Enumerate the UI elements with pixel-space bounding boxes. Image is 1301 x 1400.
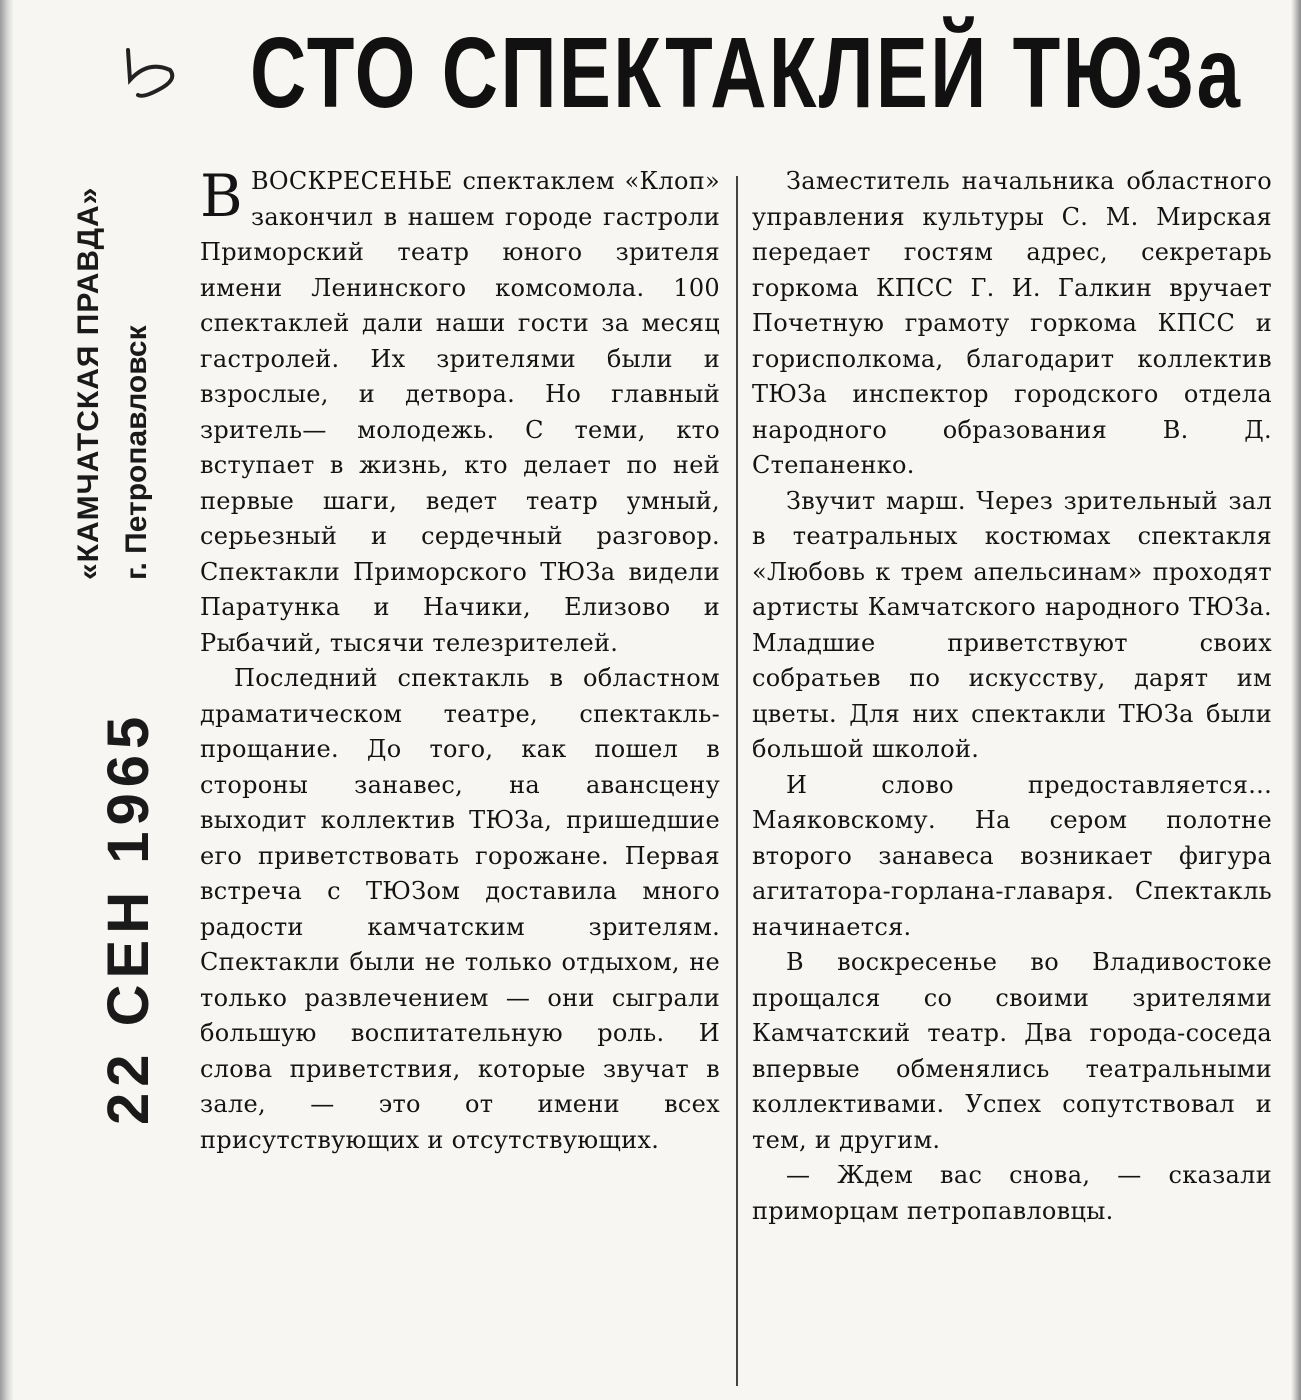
drop-cap: В <box>200 162 243 230</box>
article-right-column <box>752 164 1272 1229</box>
paragraph <box>200 164 720 661</box>
column-divider <box>736 176 738 1386</box>
paragraph: Заместитель начальника областного управления культуры С. М. Мирская передает гостям адрес, секретарь горкома КПСС Г. И. Галкин вручает Почетную грамоту горкома КПСС и горисполкома, благодарит коллектив ТЮЗа инспектор городского отдела народного образования В. Д. Степаненко. <box>752 167 1272 479</box>
paragraph: Звучит марш. Через зрительный зал в театральных костюмах спектакля «Любовь к трем апельсинам» проходят артисты Камчатского народного ТЮЗа. Младшие приветствуют своих собратьев по искусству, дарят им цветы. Для них спектакли ТЮЗа были большой школой. <box>752 486 1272 763</box>
paragraph: Последний спектакль в областном драматическом театре, спектакль-прощание. До того, как пошел в стороны занавес, на авансцену выходит коллектив ТЮЗа, пришедшие его приветствовать горожане. Первая встреча с ТЮЗом доставила много радости камчатским зрителям. Спектакли были не только отдыхом, не только развлечением — они сыграли большую воспитательную роль. И слова приветствия, которые звучат в зале, — это от имени всех присутствующих и отсутствующих. <box>200 664 720 1154</box>
handwritten-mark-icon <box>118 40 188 110</box>
date-stamp: 22 СЕН 1965 <box>96 710 161 1125</box>
paragraph: И слово предоставляется... Маяковскому. На сером полотне второго занавеса возникает фигура агитатора-горлана-главаря. Спектакль начинается. <box>752 770 1272 941</box>
paragraph: — Ждем вас снова, — сказали приморцам петропавловцы. <box>752 1161 1272 1225</box>
headline: СТО СПЕКТАКЛЕЙ ТЮЗа <box>250 17 1243 129</box>
clipping-left-edge <box>0 0 14 1400</box>
paragraph: В воскресенье во Владивостоке прощался со своими зрителями Камчатский театр. Два города-соседа впервые обменялись театральными коллективами. Успех сопутствовал и тем, и другим. <box>752 948 1272 1154</box>
newspaper-name-stamp: «КАМЧАТСКАЯ ПРАВДА» <box>72 186 105 580</box>
paragraph-text: ВОСКРЕСЕНЬЕ спектаклем «Клоп» закончил в нашем городе гастроли Приморский театр юного зрителя имени Ленинского комсомола. 100 спектаклей дали наши гости за месяц гастролей. Их зрителями были и взрослые, и детвора. Но главный зритель— молодежь. С теми, кто вступает в жизнь, кто делает по ней первые шаги, ведет театр умный, серьезный и сердечный разговор. Спектакли Приморского ТЮЗа видели Паратунка и Начики, Елизово и Рыбачий, тысячи телезрителей. <box>200 167 720 657</box>
article-left-column <box>200 164 720 1158</box>
city-stamp: г. Петропавловск <box>120 325 153 580</box>
clipping-right-edge <box>1291 0 1301 1400</box>
